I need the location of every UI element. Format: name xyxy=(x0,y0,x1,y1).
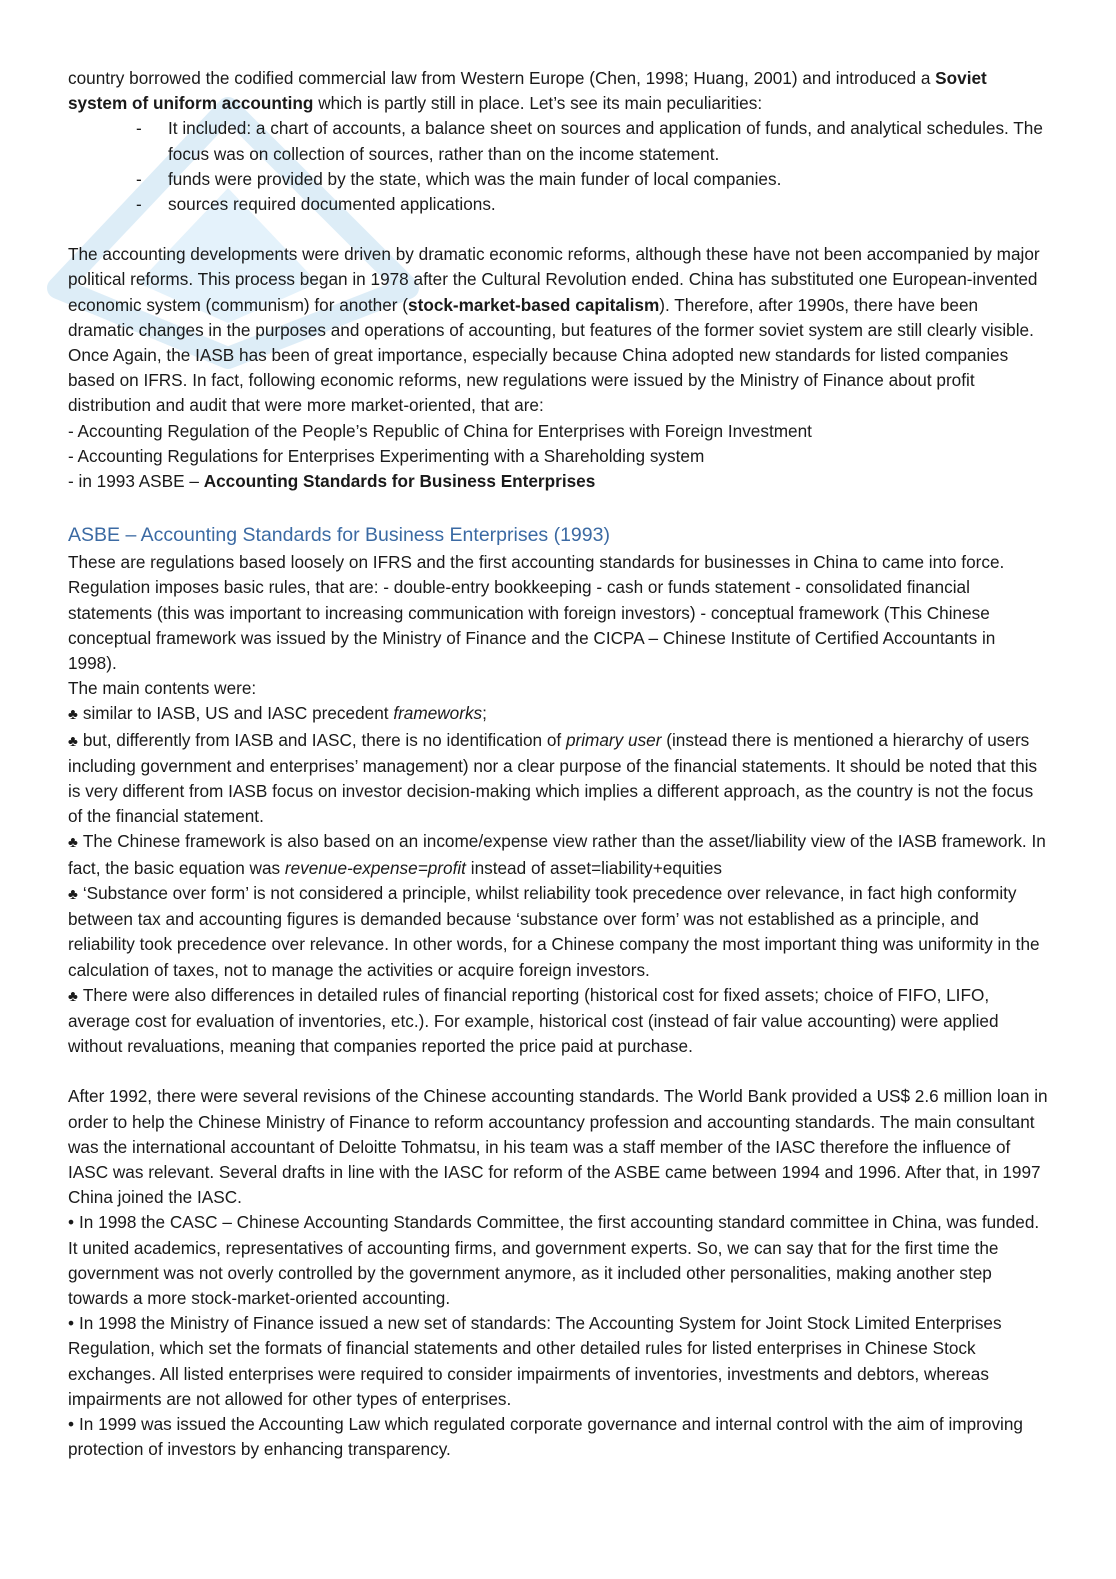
reforms-paragraph: The accounting developments were driven by dramatic economic reforms, although these have not been accompanied by major political reforms. This process began in 1978 after the Cultural Revolution ended. China has substituted one European-invented economic system (communism) for another (stock-market-based capitalism). Therefore, after 1990s, there have been dramatic changes in the purposes and operations of accounting, but features of the former soviet system are still clearly visible. Once Again, the IASB has been of great importance, especially because China adopted new standards for listed companies based on IFRS. In fact, following economic reforms, new regulations were issued by the Ministry of Finance about profit distribution and audit that were more market-oriented, that are: xyxy=(68,244,1040,416)
content-item: ♣ There were also differences in detailed rules of financial reporting (historical cost for fixed assets; choice of FIFO, LIFO, average cost for evaluation of inventories, etc.). For example, historical cost (instead of fair value accounting) were applied without revaluations, meaning that companies reported the price paid at purchase. xyxy=(68,983,1048,1060)
intro-paragraph: country borrowed the codified commercial law from Western Europe (Chen, 1998; Huang, 2001) and introduced a Soviet system of uniform accounting which is partly still in place. Let’s see its main peculiarities: xyxy=(68,68,987,114)
bullet-item: • In 1999 was issued the Accounting Law which regulated corporate governance and internal control with the aim of improving protection of investors by enhancing transparency. xyxy=(68,1412,1048,1462)
content-item: ♣ similar to IASB, US and IASC precedent frameworks; xyxy=(68,701,1048,727)
document-page xyxy=(68,66,1048,1462)
bullet-item: • In 1998 the Ministry of Finance issued a new set of standards: The Accounting System for Joint Stock Limited Enterprises Regulation, which set the formats of financial statements and other detailed rules for listed enterprises in Chinese Stock exchanges. All listed enterprises were required to consider impairments of inventories, investments and debtors, whereas impairments are not allowed for other types of enterprises. xyxy=(68,1311,1048,1412)
regulation-line: - Accounting Regulations for Enterprises Experimenting with a Shareholding system xyxy=(68,445,705,466)
section-heading: ASBE – Accounting Standards for Business Enterprises (1993) xyxy=(68,524,610,547)
list-item: - It included: a chart of accounts, a balance sheet on sources and application of funds, and analytical schedules. The focus was on collection of sources, rather than on the income statement. xyxy=(136,116,1048,166)
bullet-item: • In 1998 the CASC – Chinese Accounting Standards Committee, the first accounting standard committee in China, was funded. It united academics, representatives of accounting firms, and government experts. So, we can say that for the first time the government was not overly controlled by the government anymore, as it included other personalities, making another step towards a more stock-market-oriented accounting. xyxy=(68,1210,1048,1311)
revisions-paragraph: After 1992, there were several revisions of the Chinese accounting standards. The World Bank provided a US$ 2.6 million loan in order to help the Chinese Ministry of Finance to reform accountancy profession and accounting standards. The main consultant was the international accountant of Deloitte Tohmatsu, in his team was a staff member of the IASC therefore the influence of IASC was relevant. Several drafts in line with the IASC for reform of the ASBE came between 1994 and 1996. After that, in 1997 China joined the IASC. xyxy=(68,1086,1048,1208)
regulation-line: - in 1993 ASBE – Accounting Standards for Business Enterprises xyxy=(68,471,596,492)
content-item: ♣ ‘Substance over form’ is not considered a principle, whilst reliability took precedence over relevance, in fact high conformity between tax and accounting figures is demanded because ‘substance over form’ was not established as a principle, and reliability took precedence over relevance. In other words, for a Chinese company the most important thing was uniformity in the calculation of taxes, not to manage the activities or acquire foreign investors. xyxy=(68,881,1048,983)
content-item: ♣ The Chinese framework is also based on an income/expense view rather than the asset/liability view of the IASB framework. In fact, the basic equation was revenue-expense=profit instead of asset=liability+equities xyxy=(68,829,1048,880)
content-item: ♣ but, differently from IASB and IASC, there is no identification of primary user (instead there is mentioned a hierarchy of users including government and enterprises’ management) nor a clear purpose of the financial statements. It should be noted that this is very different from IASB focus on investor decision-making which implies a different approach, as the country is not the focus of the financial statement. xyxy=(68,728,1048,830)
list-item: - sources required documented applications. xyxy=(136,192,1048,217)
regulation-line: - Accounting Regulation of the People’s Republic of China for Enterprises with Foreign Investment xyxy=(68,420,812,441)
asbe-contents-intro: The main contents were: xyxy=(68,678,257,699)
list-item: - funds were provided by the state, which was the main funder of local companies. xyxy=(136,167,1048,192)
asbe-paragraph: These are regulations based loosely on IFRS and the first accounting standards for businesses in China to came into force. Regulation imposes basic rules, that are: - double-entry bookkeeping - cash or funds statement - consolidated financial statements (this was important to increasing communication with foreign investors) - conceptual framework (This Chinese conceptual framework was issued by the Ministry of Finance and the CICPA – Chinese Institute of Certified Accountants in 1998). xyxy=(68,552,1005,674)
peculiarities-list xyxy=(68,116,1048,217)
